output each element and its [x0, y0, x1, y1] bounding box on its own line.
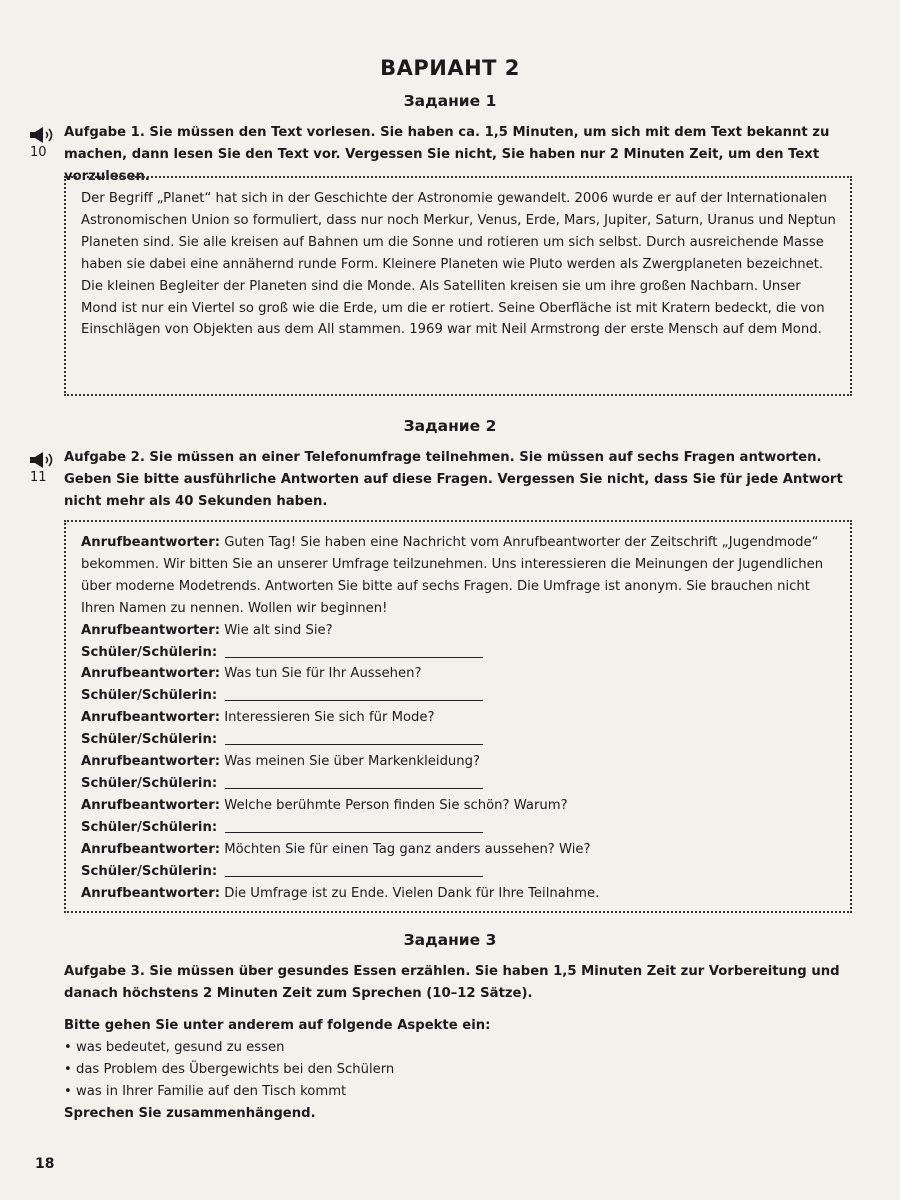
audio-track-number: 10	[30, 145, 47, 160]
page-number: 18	[35, 1156, 55, 1172]
question-text: Was tun Sie für Ihr Aussehen?	[224, 666, 422, 682]
task1-title: Задание 1	[403, 92, 497, 110]
speaker-icon	[30, 452, 60, 468]
question-text: Möchten Sie für einen Tag ganz anders aussehen? Wie?	[224, 841, 591, 857]
student-label: Schüler/Schülerin:	[81, 688, 218, 704]
student-label: Schüler/Schülerin:	[81, 644, 218, 660]
question-line	[81, 620, 836, 642]
aspect-item: • was in Ihrer Familie auf den Tisch kommt	[64, 1084, 347, 1099]
task3-block	[64, 961, 864, 1125]
question-text: Wie alt sind Sie?	[224, 622, 333, 638]
closing-text: Die Umfrage ist zu Ende. Vielen Dank für Ihre Teilnahme.	[224, 885, 600, 901]
reading-paragraph-2: Die kleinen Begleiter der Planeten sind die Monde. Als Satelliten kreisen sie um ihre großen Nachbarn. Unser Mond ist nur ein Viertel so groß wie die Erde, um die er rotiert. Seine Oberfläche ist mit Kratern bedeckt, die von Einschlägen von Objekten aus dem All stammen. 1969 war mit Neil Armstrong der erste Mensch auf dem Mond.	[81, 278, 825, 338]
speaker-label: Anrufbeantworter:	[81, 754, 220, 770]
aspects-intro: Bitte gehen Sie unter anderem auf folgende Aspekte ein:	[64, 1018, 491, 1033]
speaker-icon	[30, 127, 60, 143]
task2-dialogue-box	[64, 520, 852, 913]
student-label: Schüler/Schülerin:	[81, 732, 218, 748]
task3-instruction: Aufgabe 3. Sie müssen über gesundes Essen erzählen. Sie haben 1,5 Minuten Zeit zur Vorbereitung und danach höchstens 2 Minuten Zeit zum Sprechen (10–12 Sätze).	[64, 964, 840, 1001]
student-label: Schüler/Schülerin:	[81, 775, 218, 791]
speaker-label: Anrufbeantworter:	[81, 841, 220, 857]
audio-track-number: 11	[30, 470, 47, 485]
question-line	[81, 839, 836, 861]
answer-blank[interactable]	[225, 818, 483, 833]
speaker-label: Anrufbeantworter:	[81, 710, 220, 726]
answer-blank[interactable]	[225, 730, 483, 745]
task1-audio	[30, 127, 60, 160]
reading-paragraph-1: Der Begriff „Planet“ hat sich in der Geschichte der Astronomie gewandelt. 2006 wurde er auf der Internationalen Astronomischen Union so formuliert, dass nur noch Merkur, Venus, Erde, Mars, Jupiter, Saturn, Uranus und Neptun Planeten sind. Sie alle kreisen auf Bahnen um die Sonne und rotieren um sich selbst. Durch ausreichende Masse haben sie dabei eine annähernd runde Form. Kleinere Planeten wie Pluto werden als Zwergplaneten bezeichnet.	[81, 191, 836, 272]
answer-blank[interactable]	[225, 862, 483, 877]
answer-line	[81, 861, 836, 883]
answer-line	[81, 729, 836, 751]
dialogue-intro	[81, 532, 836, 620]
question-line	[81, 795, 836, 817]
task1-reading-text-box	[64, 176, 852, 396]
speaker-label: Anrufbeantworter:	[81, 885, 220, 901]
speaker-label: Anrufbeantworter:	[81, 666, 220, 682]
task2-title: Задание 2	[403, 417, 497, 435]
speaker-label: Anrufbeantworter:	[81, 535, 220, 550]
task3-closing: Sprechen Sie zusammenhängend.	[64, 1106, 316, 1121]
answer-blank[interactable]	[225, 643, 483, 658]
answer-line	[81, 685, 836, 707]
variant-title: ВАРИАНТ 2	[380, 56, 520, 80]
student-label: Schüler/Schülerin:	[81, 819, 218, 835]
answer-line	[81, 642, 836, 664]
question-line	[81, 751, 836, 773]
question-text: Interessieren Sie sich für Mode?	[224, 710, 435, 726]
task2-instruction: Aufgabe 2. Sie müssen an einer Telefonumfrage teilnehmen. Sie müssen auf sechs Fragen antworten. Geben Sie bitte ausführliche Antworten auf diese Fragen. Vergessen Sie nicht, dass Sie für jede Antwort nicht mehr als 40 Sekunden haben.	[64, 450, 843, 509]
aspect-item: • was bedeutet, gesund zu essen	[64, 1040, 285, 1055]
question-line	[81, 707, 836, 729]
answer-blank[interactable]	[225, 686, 483, 701]
aspect-item: • das Problem des Übergewichts bei den Schülern	[64, 1062, 395, 1077]
intro-text: Guten Tag! Sie haben eine Nachricht vom Anrufbeantworter der Zeitschrift „Jugendmode“ bekommen. Wir bitten Sie an unserer Umfrage teilzunehmen. Uns interessieren die Meinungen der Jugendlichen über moderne Modetrends. Antworten Sie bitte auf sechs Fragen. Die Umfrage ist anonym. Sie brauchen nicht Ihren Namen zu nennen. Wollen wir beginnen!	[81, 535, 824, 616]
task3-title: Задание 3	[403, 931, 497, 949]
task2-audio	[30, 452, 60, 485]
question-text: Welche berühmte Person finden Sie schön? Warum?	[224, 797, 568, 813]
question-text: Was meinen Sie über Markenkleidung?	[224, 754, 481, 770]
closing-line	[81, 883, 836, 905]
answer-line	[81, 817, 836, 839]
speaker-label: Anrufbeantworter:	[81, 622, 220, 638]
speaker-label: Anrufbeantworter:	[81, 797, 220, 813]
answer-line	[81, 773, 836, 795]
student-label: Schüler/Schülerin:	[81, 863, 218, 879]
task1-instruction: Aufgabe 1. Sie müssen den Text vorlesen. Sie haben ca. 1,5 Minuten, um sich mit dem Text bekannt zu machen, dann lesen Sie den Text vor. Vergessen Sie nicht, Sie haben nur 2 Minuten Zeit, um den Text vorzulesen.	[64, 125, 830, 184]
question-line	[81, 663, 836, 685]
answer-blank[interactable]	[225, 774, 483, 789]
